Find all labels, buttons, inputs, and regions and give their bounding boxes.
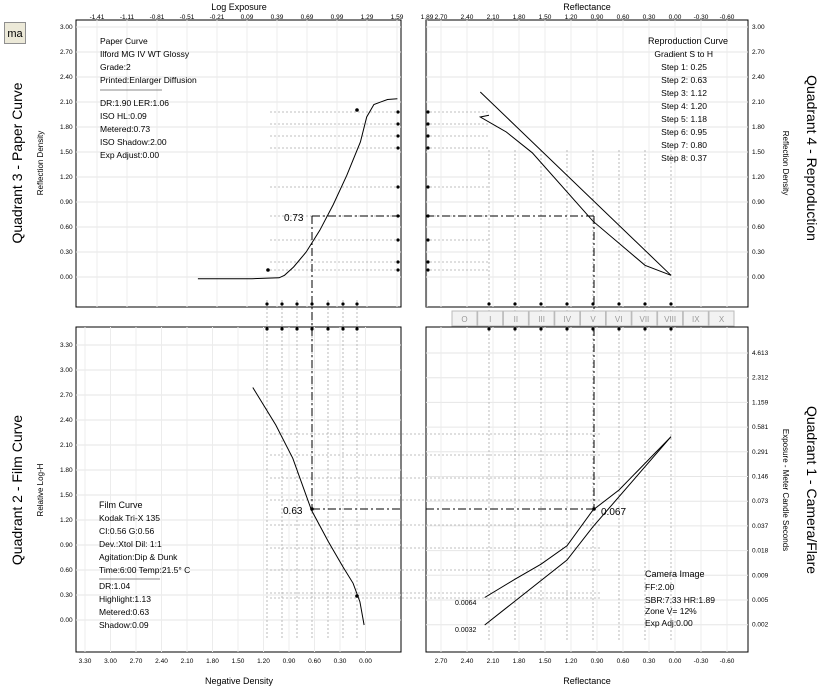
zone-label: VI — [614, 315, 623, 324]
q1-right-axis-label: Exposure - Meter Candle Seconds — [781, 428, 790, 552]
q3-right-marker — [396, 214, 399, 217]
q4-bottom-marker — [669, 302, 672, 305]
ma-button[interactable]: ma — [4, 22, 26, 44]
q2-logh-tick: 0.30 — [60, 592, 73, 599]
zone-label: V — [590, 315, 596, 324]
q1-top-marker — [643, 327, 646, 330]
q1-info-line: Camera Image — [645, 569, 705, 579]
bottom-reflectance-tick: 1.20 — [564, 658, 578, 665]
q1-exposure-tick: 0.005 — [752, 597, 769, 604]
q4-bottom-marker — [539, 302, 542, 305]
q4-density-tick: 0.60 — [752, 224, 765, 231]
q1-info-line: Exp Adj:0.00 — [645, 618, 693, 628]
q2-logh-tick: 0.90 — [60, 542, 73, 549]
q1-exposure-tick: 0.291 — [752, 448, 769, 456]
q4-info-step: Step 5: 1.18 — [661, 114, 707, 124]
log-exposure-tick: 0.09 — [240, 14, 254, 21]
q4-info-subtitle: Gradient S to H — [654, 49, 713, 59]
top-reflectance-tick: 0.90 — [590, 14, 604, 21]
q1-exposure-tick: 1.159 — [752, 399, 769, 407]
q4-info-step: Step 6: 0.95 — [661, 127, 707, 137]
q4-density-tick: 2.10 — [752, 99, 765, 106]
top-reflectance-tick: 1.20 — [564, 14, 578, 21]
q3-curve-marker — [266, 268, 270, 272]
q3-density-tick: 3.00 — [60, 24, 73, 31]
q1-info-line: SBR:7.33 HR:1.89 — [645, 595, 715, 605]
q4-info-step: Step 8: 0.37 — [661, 153, 707, 163]
negative-density-tick: 3.00 — [104, 658, 117, 665]
top-reflectance-tick: 0.00 — [668, 14, 682, 21]
q3-bottom-marker — [310, 302, 313, 305]
q3-density-tick: 2.70 — [60, 49, 73, 56]
q3-right-marker — [396, 185, 399, 188]
q4-density-tick: 0.00 — [752, 274, 765, 281]
q1-low-bottom-label: 0.0032 — [455, 627, 477, 634]
q3-info-stat: Exp Adjust:0.00 — [100, 150, 160, 160]
top-reflectance-tick: 0.60 — [616, 14, 630, 21]
q3-bottom-marker — [265, 302, 268, 305]
q4-density-tick: 3.00 — [752, 24, 765, 31]
q2-logh-tick: 1.80 — [60, 467, 73, 474]
q4-density-tick: 0.90 — [752, 199, 765, 206]
bottom-reflectance-tick: 0.90 — [590, 658, 604, 665]
zone-label: IX — [692, 315, 700, 324]
zone-label: II — [513, 315, 519, 324]
zone-label: I — [489, 315, 492, 324]
q2-info-line: Dev.:Xtol Dil: 1:1 — [99, 539, 162, 549]
zone-strip — [452, 311, 734, 326]
q1-exposure-tick: 0.146 — [752, 473, 769, 481]
q1-exposure-tick: 0.073 — [752, 498, 769, 506]
q3-density-tick: 0.30 — [60, 249, 73, 256]
q4-bottom-marker — [617, 302, 620, 305]
q2-logh-tick: 3.00 — [60, 367, 73, 374]
q3-curve-marker — [355, 108, 359, 112]
negative-density-tick: 1.20 — [257, 658, 270, 665]
q2-info-stat: Shadow:0.09 — [99, 620, 149, 630]
log-exposure-tick: -0.81 — [149, 14, 165, 21]
q4-left-marker — [426, 185, 429, 188]
q2-side-title: Quadrant 2 - Film Curve — [9, 414, 25, 566]
bottom-reflectance-tick: 1.50 — [538, 658, 552, 665]
q4-info-title: Reproduction Curve — [647, 36, 728, 46]
q4-density-tick: 0.30 — [752, 249, 765, 256]
q3-right-marker — [396, 110, 399, 113]
q2-top-marker — [326, 327, 329, 330]
top-reflectance-tick: 0.30 — [642, 14, 656, 21]
top-reflectance-tick: 1.50 — [538, 14, 552, 21]
log-exposure-tick: 1.59 — [390, 14, 404, 21]
zone-label: IV — [563, 315, 572, 324]
q4-left-marker — [426, 146, 429, 149]
q4-info-step: Step 2: 0.63 — [661, 75, 707, 85]
q2-logh-tick: 2.70 — [60, 392, 73, 399]
q2-curve-marker — [355, 594, 359, 598]
q4-info-step: Step 4: 1.20 — [661, 101, 707, 111]
zone-label: VIII — [664, 315, 677, 324]
negative-density-tick: 1.50 — [231, 658, 245, 665]
negative-density-tick: 2.70 — [129, 658, 143, 665]
q3-info-stat: DR:1.90 LER:1.06 — [100, 98, 169, 108]
negative-density-tick: 0.00 — [359, 658, 372, 665]
top-right-axis-title: Reflectance — [563, 2, 611, 12]
q3-info-stat: ISO HL:0.09 — [100, 111, 147, 121]
q1-exposure-tick: 0.018 — [752, 547, 769, 555]
q2-logh-tick: 1.50 — [60, 492, 73, 499]
q3-info-line: Ilford MG IV WT Glossy — [100, 49, 190, 59]
q4-bottom-marker — [643, 302, 646, 305]
q4-info-step: Step 7: 0.80 — [661, 140, 707, 150]
negative-density-tick: 0.90 — [282, 658, 296, 665]
zone-label: III — [538, 315, 545, 324]
q3-density-tick: 1.80 — [60, 124, 73, 131]
bottom-reflectance-tick: 0.30 — [642, 658, 656, 665]
q3-info-stat: ISO Shadow:2.00 — [100, 137, 167, 147]
q3-right-marker — [396, 260, 399, 263]
q1-top-marker — [539, 327, 542, 330]
q2-top-marker — [295, 327, 298, 330]
q3-info-line: Paper Curve — [100, 36, 148, 46]
q4-side-title: Quadrant 4 - Reproduction — [804, 75, 820, 241]
q1-top-marker — [513, 327, 516, 330]
q2-logh-tick: 2.40 — [60, 417, 73, 424]
q2-logh-tick: 3.30 — [60, 342, 73, 349]
q3-side-title: Quadrant 3 - Paper Curve — [9, 82, 25, 244]
q4-left-marker — [426, 122, 429, 125]
q4-density-tick: 2.70 — [752, 49, 765, 56]
top-reflectance-tick: 2.40 — [460, 14, 474, 21]
log-exposure-tick: -1.11 — [119, 14, 135, 21]
q1-side-title: Quadrant 1 - Camera/Flare — [804, 405, 820, 575]
log-exposure-tick: -0.21 — [209, 14, 225, 21]
q1-exposure-tick: 0.037 — [752, 522, 769, 530]
q1-top-marker — [669, 327, 672, 330]
q1-metered-label: 0.067 — [601, 507, 627, 518]
negative-density-tick: 2.10 — [180, 658, 194, 665]
q3-density-tick: 2.40 — [60, 74, 73, 81]
q4-bottom-marker — [591, 302, 594, 305]
q2-info-line: Time:6:00 Temp:21.5° C — [99, 565, 191, 575]
top-reflectance-tick: -0.60 — [719, 14, 735, 21]
log-exposure-tick: 0.99 — [330, 14, 344, 21]
q3-density-tick: 0.60 — [60, 224, 73, 231]
q4-density-tick: 1.80 — [752, 124, 765, 131]
q2-left-axis-label: Relative Log-H — [36, 463, 45, 517]
q2-info-line: Film Curve — [99, 500, 143, 510]
q3-bottom-marker — [295, 302, 298, 305]
bottom-reflectance-tick: 2.70 — [434, 658, 448, 665]
q1-exposure-tick: 0.002 — [752, 621, 769, 629]
q2-metered-marker — [310, 507, 314, 511]
q4-left-marker — [426, 268, 429, 271]
q4-bottom-marker — [513, 302, 516, 305]
bottom-reflectance-tick: -0.30 — [693, 658, 709, 665]
q1-top-marker — [591, 327, 594, 330]
q2-top-marker — [280, 327, 283, 330]
q3-density-tick: 2.10 — [60, 99, 73, 106]
q3-density-tick: 0.00 — [60, 274, 73, 281]
q2-info-stat: Metered:0.63 — [99, 607, 150, 617]
q3-bottom-marker — [326, 302, 329, 305]
zone-label: VII — [639, 315, 650, 324]
q2-info-stat: DR:1.04 — [99, 581, 131, 591]
q3-right-marker — [396, 134, 399, 137]
negative-density-tick: 2.40 — [155, 658, 168, 665]
q1-info-line: FF:2.00 — [645, 582, 675, 592]
q3-metered-label: 0.73 — [284, 213, 304, 224]
q3-density-tick: 0.90 — [60, 199, 73, 206]
q2-top-marker — [355, 327, 358, 330]
bottom-reflectance-tick: 2.40 — [460, 658, 474, 665]
bottom-reflectance-tick: 0.60 — [616, 658, 630, 665]
q2-info-line: Agitation:Dip & Dunk — [99, 552, 178, 562]
q3-info-line: Printed:Enlarger Diffusion — [100, 75, 197, 85]
bottom-reflectance-tick: 0.00 — [668, 658, 682, 665]
q2-info-stat: Highlight:1.13 — [99, 594, 151, 604]
q2-top-marker — [341, 327, 344, 330]
q4-density-tick: 1.50 — [752, 149, 765, 156]
negative-density-tick: 1.80 — [206, 658, 219, 665]
q1-info-line: Zone V= 12% — [645, 606, 697, 616]
q1-exposure-tick: 0.009 — [752, 572, 769, 580]
q4-right-axis-label: Reflection Density — [781, 130, 790, 196]
bottom-left-axis-title: Negative Density — [204, 676, 274, 686]
zone-label: X — [718, 315, 725, 324]
top-reflectance-tick: 1.80 — [512, 14, 526, 21]
q1-top-marker — [487, 327, 490, 330]
q2-info-line: CI:0.56 G:0.56 — [99, 526, 155, 536]
log-exposure-tick: -0.51 — [179, 14, 195, 21]
q3-density-tick: 1.20 — [60, 174, 73, 181]
q4-info-step: Step 3: 1.12 — [661, 88, 707, 98]
bottom-right-axis-title: Reflectance — [563, 676, 611, 686]
q4-left-marker — [426, 134, 429, 137]
negative-density-tick: 0.60 — [308, 658, 321, 665]
q4-bottom-marker — [565, 302, 568, 305]
log-exposure-tick: 0.69 — [300, 14, 314, 21]
q4-density-tick: 1.20 — [752, 174, 765, 181]
q4-left-marker — [426, 238, 429, 241]
q4-info-step: Step 1: 0.25 — [661, 62, 707, 72]
q1-metered-marker — [592, 507, 596, 511]
q1-low-top-label: 0.0064 — [455, 600, 477, 607]
top-reflectance-tick: -0.30 — [693, 14, 709, 21]
q1-top-marker — [617, 327, 620, 330]
q4-left-marker — [426, 260, 429, 263]
q4-left-marker — [426, 110, 429, 113]
q2-logh-tick: 1.20 — [60, 517, 73, 524]
q3-right-marker — [396, 238, 399, 241]
q3-bottom-marker — [341, 302, 344, 305]
q1-top-marker — [565, 327, 568, 330]
q3-left-axis-label: Reflection Density — [36, 130, 45, 196]
q4-left-marker — [426, 214, 429, 217]
q4-bottom-marker — [487, 302, 490, 305]
q2-logh-tick: 0.60 — [60, 567, 73, 574]
top-left-axis-title: Log Exposure — [211, 2, 267, 12]
bottom-reflectance-tick: 2.10 — [486, 658, 500, 665]
q1-exposure-tick: 0.581 — [752, 424, 769, 432]
zone-label: O — [461, 315, 468, 324]
q3-right-marker — [396, 146, 399, 149]
q3-bottom-marker — [280, 302, 283, 305]
log-exposure-tick: 0.39 — [270, 14, 284, 21]
q2-metered-label: 0.63 — [283, 506, 303, 517]
top-reflectance-tick: 2.10 — [486, 14, 500, 21]
log-exposure-tick: 1.29 — [360, 14, 374, 21]
q3-density-tick: 1.50 — [60, 149, 73, 156]
q3-right-marker — [396, 122, 399, 125]
negative-density-tick: 0.30 — [333, 658, 347, 665]
q2-logh-tick: 2.10 — [60, 442, 73, 449]
q3-bottom-marker — [355, 302, 358, 305]
q1-exposure-tick: 4.613 — [752, 350, 769, 357]
q2-top-marker — [310, 327, 313, 330]
q2-logh-tick: 0.00 — [60, 617, 73, 624]
q3-info-stat: Metered:0.73 — [100, 124, 151, 134]
bottom-reflectance-tick: 1.80 — [512, 658, 526, 665]
q2-top-marker — [265, 327, 268, 330]
log-exposure-tick: -1.41 — [89, 14, 105, 21]
log-exposure-tick: 1.89 — [420, 14, 434, 21]
negative-density-tick: 3.30 — [78, 658, 92, 665]
q1-exposure-tick: 2.312 — [752, 374, 769, 382]
top-reflectance-tick: 2.70 — [434, 14, 448, 21]
q2-info-line: Kodak Tri-X 135 — [99, 513, 160, 523]
q4-density-tick: 2.40 — [752, 74, 765, 81]
q3-right-marker — [396, 268, 399, 271]
bottom-reflectance-tick: -0.60 — [719, 658, 735, 665]
q3-info-line: Grade:2 — [100, 62, 131, 72]
